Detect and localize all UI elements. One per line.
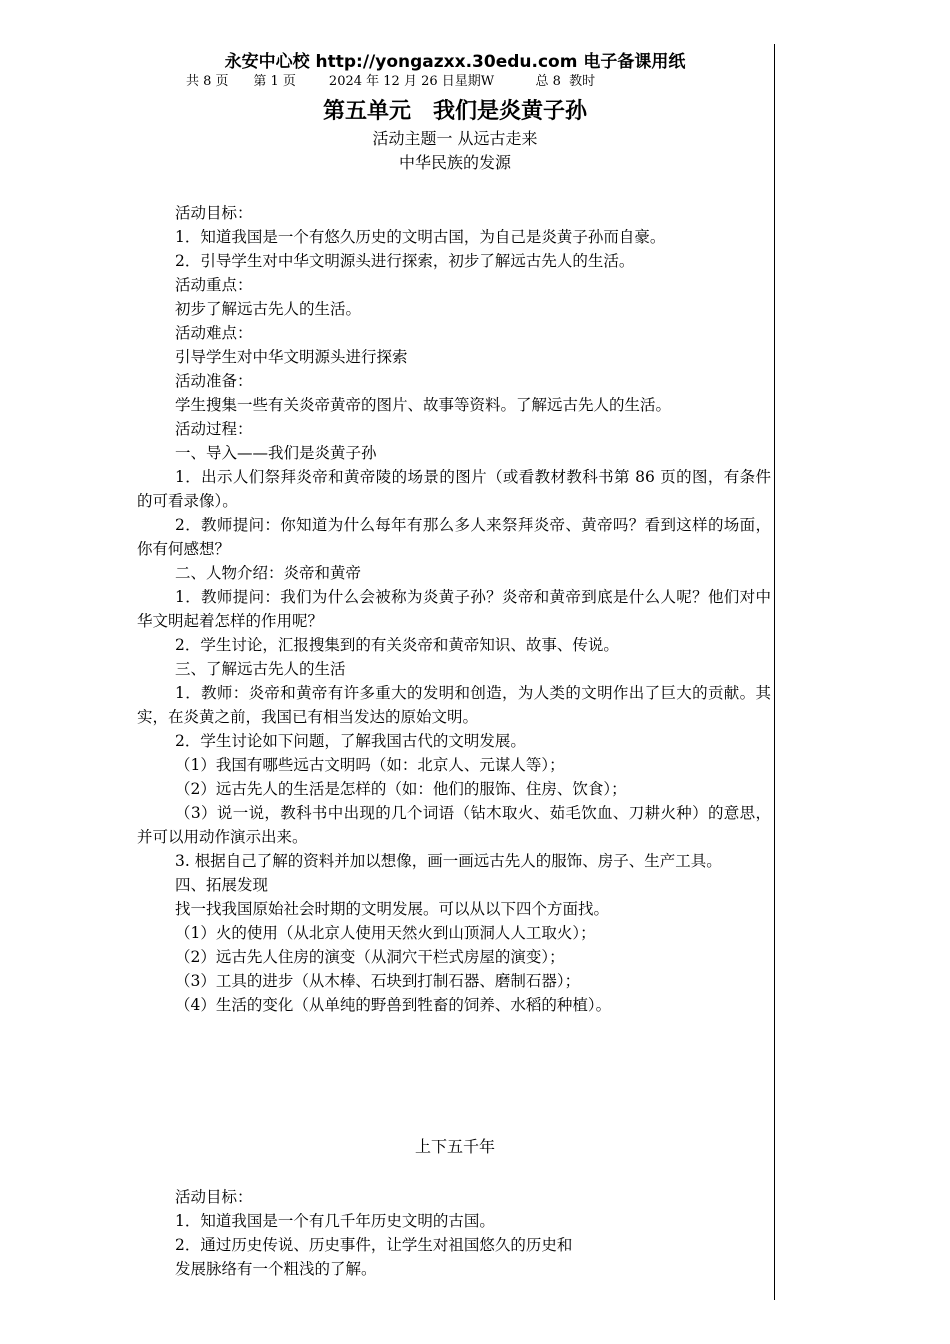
- section-label: 活动难点：: [175, 324, 253, 342]
- paragraph: 3. 根据自己了解的资料并加以想像，画一画远古先人的服饰、房子、生产工具。: [175, 852, 722, 870]
- school-header-title: 永安中心校 http://yongazxx.30edu.com 电子备课用纸: [224, 52, 686, 72]
- goal-item: 发展脉络有一个粗浅的了解。: [175, 1260, 377, 1278]
- page-meta-line: 共 8 页 第 1 页 2024 年 12 月 26 日星期W 总 8 教时: [186, 74, 596, 89]
- section-label: 活动重点：: [175, 276, 253, 294]
- paragraph: 1．出示人们祭拜炎帝和黄帝陵的场景的图片（或看教材教科书第 86 页的图，有条件的可看录像）。: [137, 468, 771, 510]
- text-line: 学生搜集一些有关炎帝黄帝的图片、故事等资料。了解远古先人的生活。: [175, 396, 672, 414]
- lesson1-body: [137, 201, 771, 1017]
- section-heading: 三、了解远古先人的生活: [175, 660, 346, 678]
- list-item: （3）说一说，教科书中出现的几个词语（钻木取火、茹毛饮血、刀耕火种）的意思，并可以用动作演示出来。: [137, 804, 771, 846]
- list-item: （3）工具的进步（从木棒、石块到打制石器、磨制石器）；: [175, 972, 581, 990]
- section-label: 活动目标：: [175, 204, 253, 222]
- section-heading: 一、导入——我们是炎黄子孙: [175, 444, 377, 462]
- list-item: （4）生活的变化（从单纯的野兽到牲畜的饲养、水稻的种植）。: [175, 996, 612, 1014]
- goal-item: 2．通过历史传说、历史事件，让学生对祖国悠久的历史和: [175, 1236, 573, 1254]
- goal-item: 2．引导学生对中华文明源头进行探索，初步了解远古先人的生活。: [175, 252, 635, 270]
- paragraph: 2．学生讨论，汇报搜集到的有关炎帝和黄帝知识、故事、传说。: [175, 636, 619, 654]
- text-line: 引导学生对中华文明源头进行探索: [175, 348, 408, 366]
- list-item: （2）远古先人的生活是怎样的（如：他们的服饰、住房、饮食）；: [175, 780, 627, 798]
- section-label: 活动目标：: [175, 1188, 253, 1206]
- paragraph: 1．教师提问：我们为什么会被称为炎黄子孙？炎帝和黄帝到底是什么人呢？他们对中华文明起着怎样的作用呢？: [137, 588, 771, 630]
- section-label: 活动准备：: [175, 372, 253, 390]
- list-item: （1）我国有哪些远古文明吗（如：北京人、元谋人等）；: [175, 756, 565, 774]
- paragraph: 2．学生讨论如下问题，了解我国古代的文明发展。: [175, 732, 526, 750]
- lesson-title: 中华民族的发源: [398, 153, 511, 172]
- paragraph: 2．教师提问：你知道为什么每年有那么多人来祭拜炎帝、黄帝吗？看到这样的场面，你有何感想？: [137, 516, 771, 558]
- goal-item: 1．知道我国是一个有悠久历史的文明古国，为自己是炎黄子孙而自豪。: [175, 228, 666, 246]
- paragraph: 1．教师：炎帝和黄帝有许多重大的发明和创造，为人类的文明作出了巨大的贡献。其实，在炎黄之前，我国已有相当发达的原始文明。: [137, 684, 771, 726]
- unit-title: 第五单元 我们是炎黄子孙: [322, 99, 587, 124]
- text-line: 初步了解远古先人的生活。: [175, 300, 362, 318]
- margin-rule: [774, 44, 775, 1300]
- section-heading: 四、拓展发现: [175, 876, 269, 894]
- list-item: （2）远古先人住房的演变（从洞穴干栏式房屋的演变）；: [175, 948, 565, 966]
- list-item: （1）火的使用（从北京人使用天然火到山顶洞人人工取火）；: [175, 924, 596, 942]
- lesson2-title: 上下五千年: [414, 1137, 495, 1156]
- activity-theme: 活动主题一 从远古走来: [372, 129, 538, 148]
- lesson2-body: [137, 1185, 771, 1281]
- paragraph: 找一找我国原始社会时期的文明发展。可以从以下四个方面找。: [175, 900, 610, 918]
- section-label: 活动过程：: [175, 420, 253, 438]
- section-heading: 二、人物介绍：炎帝和黄帝: [175, 564, 362, 582]
- goal-item: 1．知道我国是一个有几千年历史文明的古国。: [175, 1212, 495, 1230]
